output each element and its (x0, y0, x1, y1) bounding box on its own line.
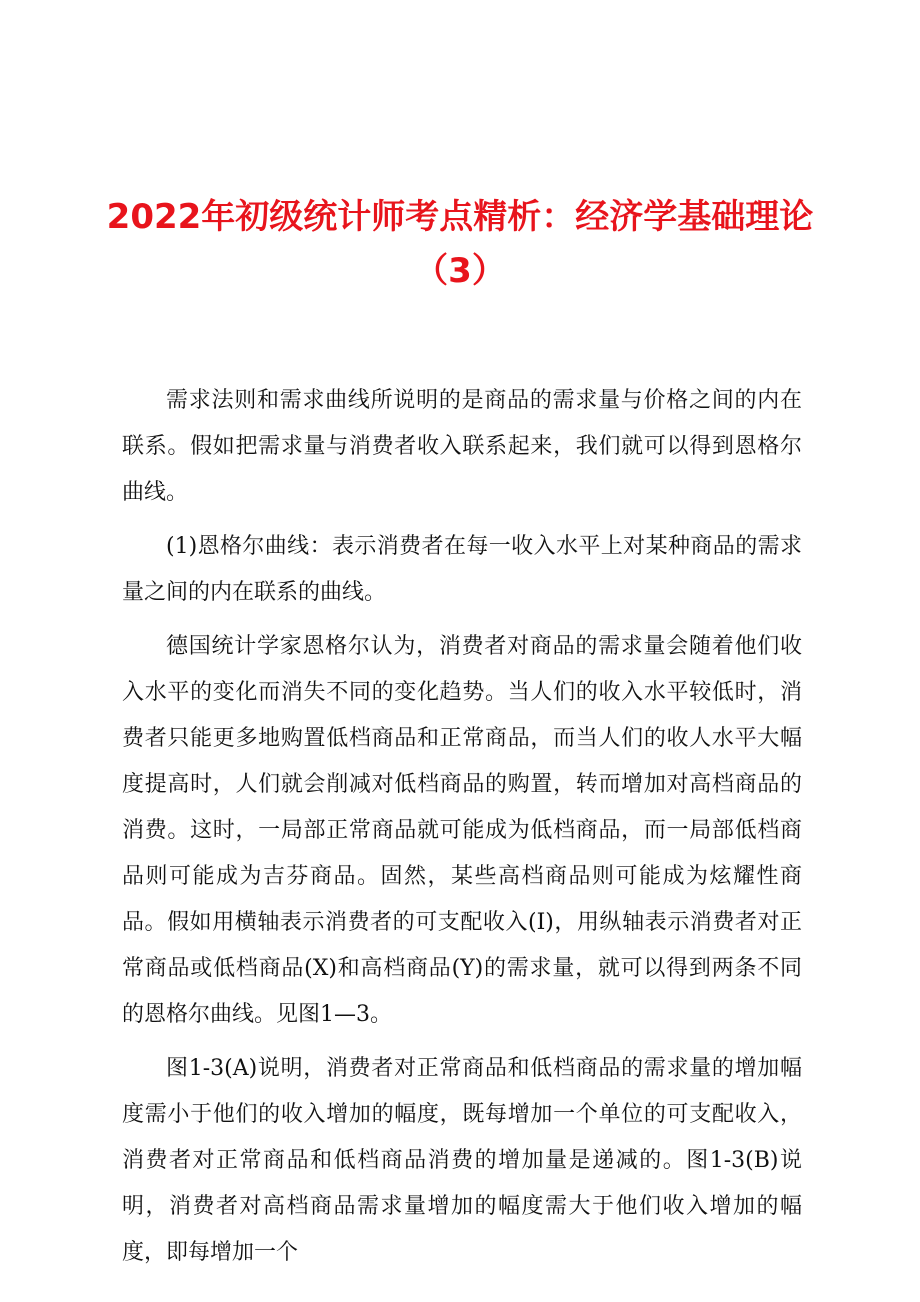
document-title: 2022年初级统计师考点精析：经济学基础理论（3） (106, 197, 814, 291)
paragraph-3: 德国统计学家恩格尔认为，消费者对商品的需求量会随着他们收入水平的变化而消失不同的变化趋势。当人们的收入水平较低时，消费者只能更多地购置低档商品和正常商品，而当人们的收人水平大幅度提高时，人们就会削减对低档商品的购置，转而增加对高档商品的消费。这时，一局部正常商品就可能成为低档商品，而一局部低档商品则可能成为吉芬商品。固然，某些高档商品则可能成为炫耀性商品。假如用横轴表示消费者的可支配收入(I)，用纵轴表示消费者对正常商品或低档商品(X)和高档商品(Y)的需求量，就可以得到两条不同的恩格尔曲线。见图1—3。 (122, 634, 802, 1027)
document-body (122, 378, 802, 1284)
paragraph-4: 图1-3(A)说明，消费者对正常商品和低档商品的需求量的增加幅度需小于他们的收入增加的幅度，既每增加一个单位的可支配收入，消费者对正常商品和低档商品消费的增加量是递减的。图1-3(B)说明，消费者对高档商品需求量增加的幅度需大于他们收入增加的幅度，即每增加一个 (122, 1056, 802, 1265)
paragraph-2: (1)恩格尔曲线：表示消费者在每一收入水平上对某种商品的需求量之间的内在联系的曲线。 (122, 534, 802, 605)
paragraph-1: 需求法则和需求曲线所说明的是商品的需求量与价格之间的内在联系。假如把需求量与消费者收入联系起来，我们就可以得到恩格尔曲线。 (122, 388, 802, 505)
